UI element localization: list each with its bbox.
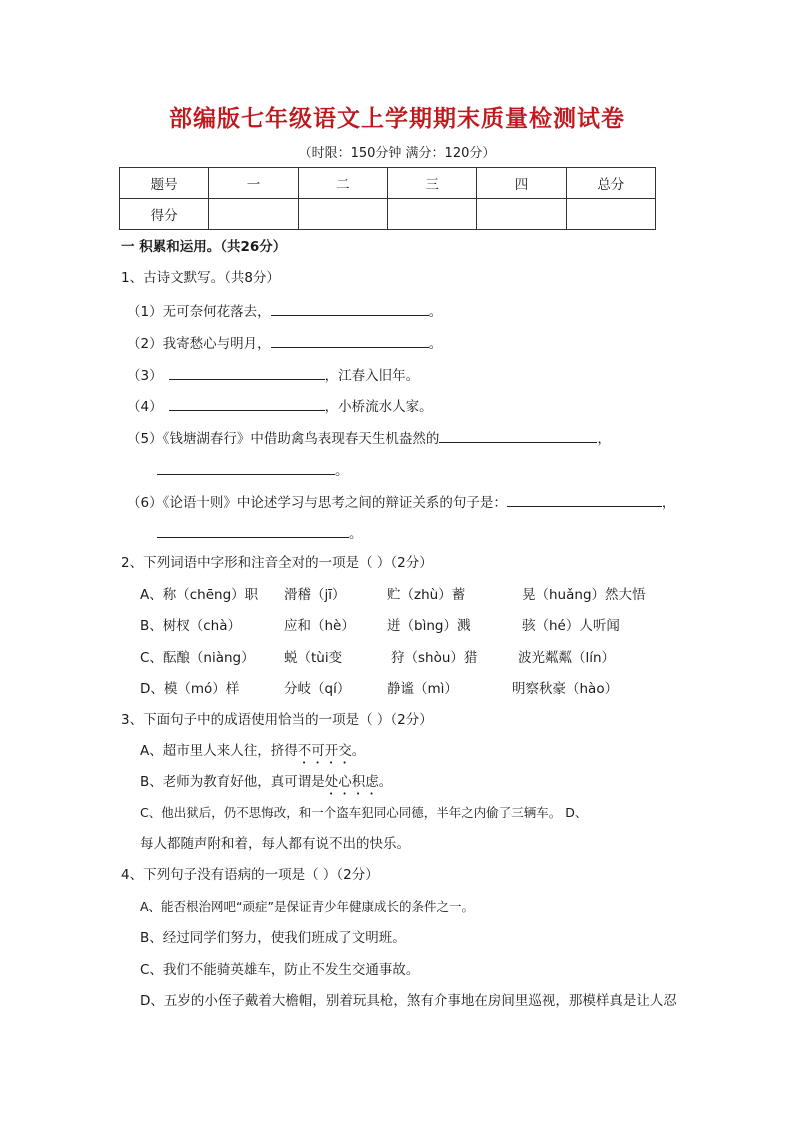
q4-option-d[interactable]: D、五岁的小侄子戴着大檐帽，别着玩具枪，煞有介事地在房间里巡视，那模样真是让人忍 [140,993,677,1009]
score-cell [566,199,655,230]
item-text: 我寄愁心与明月， [162,336,271,352]
item-number: （5） [127,431,163,447]
q3-option-d[interactable]: 每人都随声附和着，每人都有说不出的快乐。 [140,836,410,852]
exam-subtitle: （时限：150分钟 满分：120分） [298,146,496,161]
q1-item-5 [127,428,611,448]
q4-option-c[interactable]: C、我们不能骑英雄车，防止不发生交通事故。 [140,962,420,978]
q2-option-c[interactable]: C、酝酿（niàng） [140,650,255,666]
option-text: 。 [351,743,366,759]
item-text: ， [661,495,676,511]
q2-option-c-word: 蜕（tùi变 [284,650,343,666]
item-number: （2） [127,336,163,352]
q2-option-d-word: 分岐（qí） [284,681,351,697]
q2-stem: 2、下列词语中字形和注音全对的一项是（ ）（2分） [121,555,433,571]
score-cell [298,199,387,230]
item-text: ，江春入旧年。 [324,368,420,384]
q3-option-c[interactable]: C、他出狱后，仍不思悔改，和一个盗车犯同心同德，半年之内偷了三辆车。 D、 [140,805,588,820]
score-header-cell: 一 [209,168,298,199]
q2-option-b-word: 骇（hé）人听闻 [522,618,620,634]
q2-option-d-word: 明察秋豪（hào） [512,681,619,697]
q4-option-b[interactable]: B、经过同学们努力，使我们班成了文明班。 [140,930,406,946]
item-text: 《钱塘湖春行》中借助禽鸟表现春天生机盎然的 [162,431,440,447]
q1-item-5-cont [157,460,349,480]
item-number: （1） [127,304,163,320]
score-cell [387,199,476,230]
item-number: （6） [127,495,163,511]
option-text: B、老师为教育好他，真可谓是 [140,774,325,790]
score-header-cell: 二 [298,168,387,199]
score-cell [477,199,566,230]
item-text: 。 [428,336,443,352]
item-text: 《论语十则》中论述学习与思考之间的辩证关系的句子是： [162,495,507,511]
answer-blank[interactable] [507,492,662,507]
q2-option-b[interactable]: B、树杈（chà） [140,618,242,634]
q1-item-3 [127,365,419,385]
q1-item-6 [127,492,675,512]
q1-item-4 [127,396,433,416]
score-table [119,167,656,230]
answer-blank[interactable] [169,365,325,380]
item-text: 。 [349,526,363,542]
q1-item-6-cont [157,523,363,543]
q1-item-2 [127,333,442,353]
score-header-cell: 题号 [120,168,209,199]
q2-option-a-word: 滑稽（jī） [284,587,346,603]
q1-stem: 1、古诗文默写。（共8分） [121,270,280,286]
score-header-cell: 四 [477,168,566,199]
q2-option-a-word: 贮（zhù）蓄 [387,587,466,603]
q2-option-c-word: 波光粼粼（lín） [518,650,616,666]
q2-option-a-word: 晃（huǎng）然大悟 [522,587,646,603]
q3-stem: 3、下面句子中的成语使用恰当的一项是（ ）（2分） [121,712,433,728]
emphasized-idiom: 处心积虑 [324,774,379,790]
item-number: （3） [127,368,163,384]
score-row-label: 得分 [120,199,209,230]
option-text: 。 [378,774,393,790]
answer-blank[interactable] [271,301,429,316]
score-header-cell: 三 [387,168,476,199]
score-header-cell: 总分 [566,168,655,199]
q2-option-b-word: 应和（hè） [284,618,355,634]
emphasized-idiom: 不可开交 [297,743,352,759]
exam-title: 部编版七年级语文上学期期末质量检测试卷 [169,105,625,132]
q4-stem: 4、下列句子没有语病的一项是（ ）（2分） [121,867,379,883]
item-text: ，小桥流水人家。 [324,399,433,415]
answer-blank[interactable] [157,523,349,538]
q2-option-d-word: 静谧（mì） [387,681,458,697]
item-text: ， [597,431,611,447]
score-table-score-row [120,199,656,230]
q2-option-c-word: 狩（shòu）猎 [391,650,478,666]
q2-option-d[interactable]: D、模（mó）样 [140,681,240,697]
q3-option-a[interactable] [140,742,365,767]
item-text: 无可奈何花落去， [162,304,271,320]
q1-item-1 [127,301,442,321]
option-text: A、超市里人来人往，挤得 [140,743,298,759]
score-table-header-row [120,168,656,199]
score-cell [209,199,298,230]
q4-option-a[interactable]: A、能否根治网吧“顽症”是保证青少年健康成长的条件之一。 [140,899,475,914]
item-text: 。 [335,463,349,479]
answer-blank[interactable] [169,396,325,411]
answer-blank[interactable] [271,333,429,348]
item-text: 。 [428,304,443,320]
q2-option-b-word: 迸（bìng）溅 [387,618,471,634]
section-heading: 一 积累和运用。（共26分） [121,239,287,255]
answer-blank[interactable] [439,428,597,443]
q2-option-a[interactable]: A、称（chēng）职 [140,587,259,603]
item-number: （4） [127,399,163,415]
answer-blank[interactable] [157,460,335,475]
q3-option-b[interactable] [140,773,392,798]
